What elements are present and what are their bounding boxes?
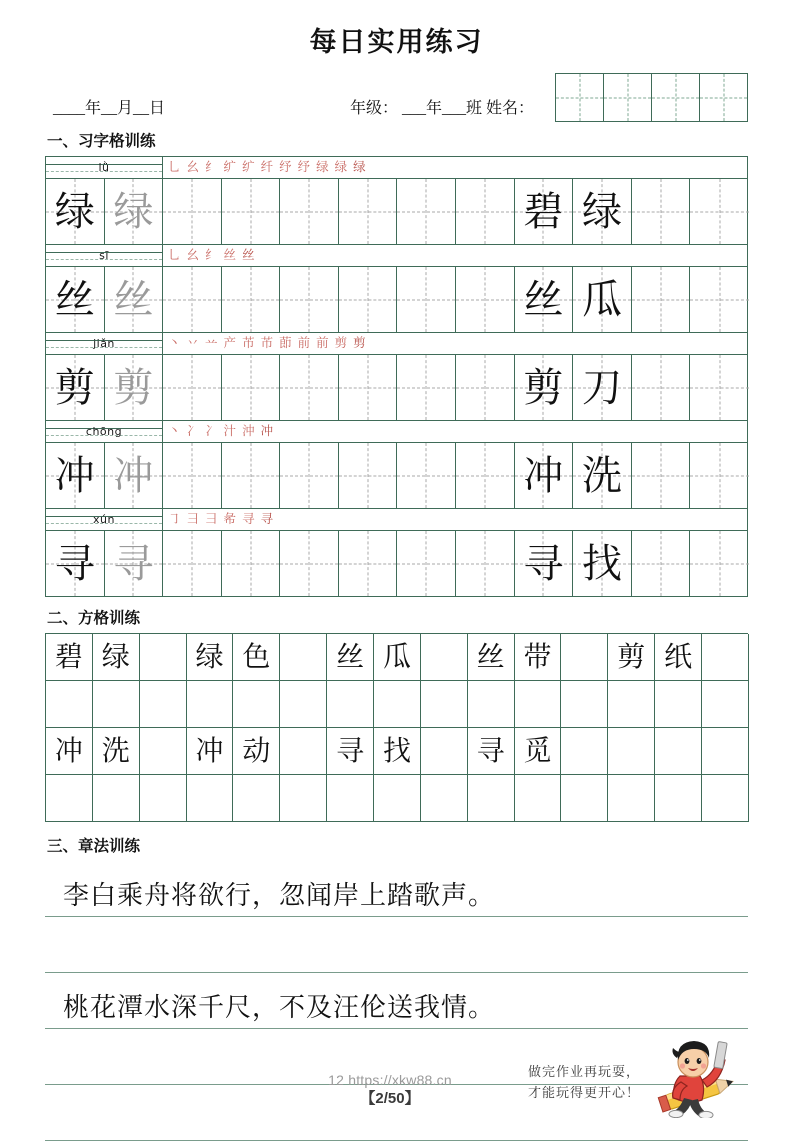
tianzige-cell[interactable] (163, 355, 222, 420)
tianzige-cell[interactable] (632, 267, 691, 332)
pinyin-box (46, 421, 163, 442)
tianzige-cell[interactable] (573, 179, 632, 244)
tianzige-cell[interactable] (632, 179, 691, 244)
fangge-cell[interactable] (515, 681, 562, 728)
fangge-cell[interactable] (515, 728, 562, 775)
fangge-cell[interactable] (233, 634, 280, 681)
tianzige-cell[interactable] (280, 267, 339, 332)
tianzige-cell[interactable] (690, 179, 749, 244)
stroke-order-glyph: 寻 (242, 511, 255, 527)
tianzige-strip (46, 245, 747, 267)
pinyin-text: chōng (85, 425, 123, 438)
tianzige-cell[interactable] (46, 179, 105, 244)
fangge-cell[interactable] (468, 681, 515, 728)
model-character: 瓜 (581, 276, 622, 323)
fangge-character: 带 (523, 640, 552, 673)
fangge-character: 纸 (664, 640, 693, 673)
stroke-order-glyph: 绿 (316, 159, 329, 175)
ghost-character: 丝 (113, 276, 154, 323)
fangge-cell[interactable] (280, 634, 327, 681)
tianzige-cell[interactable] (46, 355, 105, 420)
fangge-cell[interactable] (702, 728, 749, 775)
fangge-cell[interactable] (93, 728, 140, 775)
tianzige-cell[interactable] (690, 355, 749, 420)
tianzige-cell[interactable] (397, 355, 456, 420)
fangge-cell[interactable] (327, 728, 374, 775)
model-character: 绿 (54, 188, 95, 235)
pinyin-box (46, 245, 163, 266)
stroke-order-glyph: 彐 (205, 511, 218, 527)
pinyin-box (46, 157, 163, 178)
name-grid-cell[interactable] (556, 74, 604, 121)
pinyin-box (46, 333, 163, 354)
pinyin-text: sī (99, 249, 109, 262)
section-3-index: 三、 (47, 837, 79, 855)
fangge-cell[interactable] (46, 775, 93, 822)
fangge-character: 绿 (195, 640, 224, 673)
zhangfa-text: 桃花潭水深千尺，不及汪伦送我情。 (63, 993, 496, 1024)
tianzige-cell[interactable] (280, 531, 339, 596)
tianzige-cell[interactable] (163, 443, 222, 508)
fangge-cell[interactable] (374, 634, 421, 681)
stroke-order-glyph: 䒑 (205, 335, 218, 351)
tianzige-cell[interactable] (339, 179, 398, 244)
name-grid[interactable] (555, 73, 748, 122)
stroke-order-glyph: 前 (297, 335, 311, 351)
tianzige-cell[interactable] (456, 355, 515, 420)
model-character: 冲 (54, 452, 95, 499)
tianzige-table (45, 156, 748, 597)
fangge-cell[interactable] (327, 634, 374, 681)
fangge-cell[interactable] (515, 775, 562, 822)
ghost-character: 冲 (113, 452, 154, 499)
section-heading-2 (47, 606, 748, 628)
tianzige-row (46, 531, 747, 597)
fangge-cell[interactable] (140, 728, 187, 775)
page-title: 每日实用练习 (309, 27, 484, 58)
stroke-order-glyph: ㇆ (168, 511, 181, 527)
fangge-cell[interactable] (421, 634, 468, 681)
fangge-cell[interactable] (608, 728, 655, 775)
fangge-cell[interactable] (655, 775, 702, 822)
slogan-line-1: 做完作业再玩耍， (528, 1065, 641, 1080)
tianzige-cell[interactable] (397, 179, 456, 244)
stroke-order-glyph: 乚 (168, 247, 181, 263)
stroke-order-glyph: 芇 (260, 335, 274, 351)
model-character: 丝 (523, 276, 564, 323)
tianzige-cell[interactable] (573, 355, 632, 420)
fangge-cell[interactable] (93, 634, 140, 681)
stroke-order-glyph: 芇 (242, 335, 255, 351)
fangge-cell[interactable] (421, 728, 468, 775)
stroke-order-glyph: 纩 (242, 159, 255, 175)
tianzige-cell[interactable] (46, 267, 105, 332)
tianzige-row (46, 355, 747, 421)
tianzige-cell[interactable] (573, 531, 632, 596)
fangge-cell[interactable] (655, 728, 702, 775)
model-character: 寻 (523, 540, 564, 587)
pinyin-text: lǜ (98, 161, 110, 174)
fangge-row (46, 775, 748, 822)
fangge-character: 寻 (476, 734, 505, 767)
stroke-order-glyph: 冫 (186, 423, 200, 439)
tianzige-strip (46, 509, 747, 531)
model-character: 刀 (581, 364, 622, 411)
model-character: 找 (581, 540, 622, 587)
fangge-character: 冲 (54, 734, 83, 767)
stroke-order-glyph: 丝 (223, 247, 237, 263)
stroke-order-box (163, 421, 747, 442)
tianzige-cell[interactable] (222, 179, 281, 244)
tianzige-cell[interactable] (105, 355, 164, 420)
stroke-order-glyph: 幺 (186, 159, 200, 175)
tianzige-cell[interactable] (105, 267, 164, 332)
ghost-character: 寻 (113, 540, 154, 587)
tianzige-cell[interactable] (690, 531, 749, 596)
tianzige-row (46, 179, 747, 245)
fangge-cell[interactable] (187, 728, 234, 775)
fangge-cell[interactable] (93, 775, 140, 822)
stroke-order-box (163, 157, 747, 178)
section-heading-3 (47, 834, 748, 856)
tianzige-cell[interactable] (456, 443, 515, 508)
fangge-character: 绿 (101, 640, 130, 673)
zhangfa-text (45, 968, 63, 972)
fangge-cell[interactable] (421, 775, 468, 822)
fangge-cell[interactable] (702, 681, 749, 728)
tianzige-cell[interactable] (46, 531, 105, 596)
fangge-cell[interactable] (515, 634, 562, 681)
tianzige-cell[interactable] (163, 531, 222, 596)
fangge-cell[interactable] (187, 681, 234, 728)
header-meta-row (45, 73, 748, 125)
stroke-order-glyph: 纟 (205, 159, 218, 175)
model-character: 剪 (54, 364, 95, 411)
fangge-cell[interactable] (374, 681, 421, 728)
tianzige-cell[interactable] (222, 531, 281, 596)
stroke-order-glyph: 剪 (353, 335, 366, 351)
name-grid-cell[interactable] (652, 74, 700, 121)
tianzige-cell[interactable] (280, 355, 339, 420)
tianzige-cell[interactable] (632, 355, 691, 420)
fangge-cell[interactable] (46, 634, 93, 681)
fangge-character: 丝 (336, 640, 365, 673)
stroke-order-glyph: 寻 (260, 511, 274, 527)
stroke-order-glyph: 产 (223, 335, 237, 351)
model-character: 洗 (581, 452, 622, 499)
fangge-cell[interactable] (374, 728, 421, 775)
stroke-order-glyph: 丶 (168, 423, 181, 439)
tianzige-cell[interactable] (397, 443, 456, 508)
fangge-cell[interactable] (233, 775, 280, 822)
fangge-row (46, 728, 748, 775)
fangge-cell[interactable] (468, 728, 515, 775)
tianzige-cell[interactable] (573, 267, 632, 332)
tianzige-cell[interactable] (632, 443, 691, 508)
tianzige-row (46, 267, 747, 333)
stroke-order-glyph: 剪 (334, 335, 348, 351)
fangge-cell[interactable] (93, 681, 140, 728)
fangge-cell[interactable] (140, 775, 187, 822)
stroke-order-glyph: 纟 (205, 247, 218, 263)
tianzige-cell[interactable] (339, 267, 398, 332)
model-character: 冲 (523, 452, 564, 499)
fangge-cell[interactable] (280, 775, 327, 822)
tianzige-strip (46, 421, 747, 443)
fangge-cell[interactable] (655, 634, 702, 681)
stroke-order-box (163, 245, 747, 266)
tianzige-strip (46, 157, 747, 179)
tianzige-cell[interactable] (632, 531, 691, 596)
fangge-cell[interactable] (421, 681, 468, 728)
fangge-character: 剪 (617, 640, 646, 673)
tianzige-cell[interactable] (46, 443, 105, 508)
tianzige-cell[interactable] (456, 179, 515, 244)
tianzige-cell[interactable] (163, 267, 222, 332)
date-field[interactable]: ____年__月__日 (53, 100, 166, 117)
stroke-order-glyph: 幺 (186, 247, 200, 263)
tianzige-cell[interactable] (339, 355, 398, 420)
model-character: 丝 (54, 276, 95, 323)
pinyin-box (46, 509, 163, 530)
fangge-table (45, 633, 748, 822)
tianzige-cell[interactable] (515, 355, 574, 420)
fangge-cell[interactable] (140, 681, 187, 728)
tianzige-cell[interactable] (105, 443, 164, 508)
tianzige-cell[interactable] (222, 355, 281, 420)
tianzige-cell[interactable] (515, 443, 574, 508)
pinyin-text: xún (93, 513, 115, 526)
stroke-order-glyph: 丝 (242, 247, 255, 263)
tianzige-cell[interactable] (280, 443, 339, 508)
fangge-character: 动 (242, 734, 271, 767)
model-character: 寻 (54, 540, 95, 587)
fangge-cell[interactable] (140, 634, 187, 681)
fangge-cell[interactable] (327, 775, 374, 822)
tianzige-cell[interactable] (456, 531, 515, 596)
section-heading-1 (47, 129, 748, 151)
watermark-url: 12 https://xkw88.cn (328, 1072, 452, 1088)
grade-class-name-field[interactable]: 年级： ___年___班 姓名： (350, 100, 535, 117)
fangge-cell[interactable] (655, 681, 702, 728)
tianzige-cell[interactable] (573, 443, 632, 508)
fangge-cell[interactable] (233, 681, 280, 728)
name-grid-cell[interactable] (604, 74, 652, 121)
tianzige-cell[interactable] (397, 267, 456, 332)
name-grid-cell[interactable] (700, 74, 747, 121)
tianzige-cell[interactable] (515, 531, 574, 596)
stroke-order-glyph: 前 (316, 335, 329, 351)
stroke-order-glyph: 纩 (223, 159, 237, 175)
fangge-cell[interactable] (561, 634, 608, 681)
tianzige-cell[interactable] (163, 179, 222, 244)
page-number: 【2/50】 (360, 1090, 420, 1107)
section-1-label: 习字格训练 (78, 132, 156, 150)
fangge-character: 找 (382, 734, 411, 767)
tianzige-cell[interactable] (456, 267, 515, 332)
fangge-cell[interactable] (46, 728, 93, 775)
model-character: 绿 (581, 188, 622, 235)
fangge-cell[interactable] (468, 775, 515, 822)
tianzige-cell[interactable] (222, 267, 281, 332)
tianzige-row (46, 443, 747, 509)
zhangfa-text: 李白乘舟将欲行，忽闻岸上踏歌声。 (63, 881, 496, 912)
fangge-character: 觅 (523, 734, 552, 767)
zhangfa-text (45, 1136, 63, 1140)
fangge-cell[interactable] (327, 681, 374, 728)
fangge-cell[interactable] (233, 728, 280, 775)
tianzige-cell[interactable] (397, 531, 456, 596)
stroke-order-glyph: 绿 (353, 159, 366, 175)
tianzige-cell[interactable] (280, 179, 339, 244)
tianzige-cell[interactable] (105, 179, 164, 244)
tianzige-cell[interactable] (222, 443, 281, 508)
stroke-order-glyph: 莭 (279, 335, 292, 351)
stroke-order-glyph: 纾 (279, 159, 292, 175)
stroke-order-glyph: 纤 (260, 159, 274, 175)
section-1-index: 一、 (47, 132, 79, 150)
stroke-order-box (163, 333, 747, 354)
fangge-character: 洗 (101, 734, 130, 767)
pinyin-text: jiǎn (93, 337, 115, 350)
fangge-character: 碧 (54, 640, 83, 673)
fangge-cell[interactable] (608, 775, 655, 822)
section-2-index: 二、 (47, 609, 79, 627)
fangge-cell[interactable] (46, 681, 93, 728)
fangge-cell[interactable] (187, 775, 234, 822)
fangge-cell[interactable] (702, 634, 749, 681)
stroke-order-glyph: 绿 (334, 159, 348, 175)
tianzige-cell[interactable] (105, 531, 164, 596)
mascot-illustration-icon (650, 1036, 740, 1118)
page-footer (0, 1014, 793, 1122)
stroke-order-glyph: 丶 (168, 335, 181, 351)
stroke-order-glyph: 汁 (223, 423, 237, 439)
tianzige-cell[interactable] (515, 267, 574, 332)
fangge-row (46, 681, 748, 728)
stroke-order-glyph: 丷 (186, 335, 200, 351)
tianzige-strip (46, 333, 747, 355)
ghost-character: 剪 (113, 364, 154, 411)
fangge-row (46, 634, 748, 681)
stroke-order-glyph: 㣇 (223, 511, 237, 527)
stroke-order-glyph: 彐 (186, 511, 200, 527)
ghost-character: 绿 (113, 188, 154, 235)
fangge-cell[interactable] (374, 775, 421, 822)
stroke-order-box (163, 509, 747, 530)
fangge-cell[interactable] (187, 634, 234, 681)
fangge-cell[interactable] (702, 775, 749, 822)
stroke-order-glyph: 乚 (168, 159, 181, 175)
tianzige-cell[interactable] (339, 443, 398, 508)
section-2-label: 方格训练 (78, 609, 141, 627)
slogan (528, 1062, 640, 1105)
stroke-order-glyph: 沖 (242, 423, 255, 439)
fangge-character: 瓜 (382, 640, 411, 673)
stroke-order-glyph: 纾 (297, 159, 311, 175)
zhangfa-blank-line[interactable] (45, 917, 748, 973)
stroke-order-glyph: 冫 (205, 423, 218, 439)
tianzige-cell[interactable] (339, 531, 398, 596)
fangge-character: 冲 (195, 734, 224, 767)
section-3-label: 章法训练 (78, 837, 141, 855)
fangge-character: 寻 (336, 734, 365, 767)
tianzige-cell[interactable] (690, 443, 749, 508)
stroke-order-glyph: 冲 (260, 423, 274, 439)
fangge-cell[interactable] (608, 634, 655, 681)
fangge-cell[interactable] (561, 681, 608, 728)
zhangfa-line[interactable] (45, 861, 748, 917)
fangge-cell[interactable] (280, 728, 327, 775)
fangge-cell[interactable] (608, 681, 655, 728)
slogan-line-2: 才能玩得更开心！ (528, 1086, 641, 1102)
model-character: 碧 (523, 188, 564, 235)
fangge-cell[interactable] (468, 634, 515, 681)
tianzige-cell[interactable] (690, 267, 749, 332)
fangge-character: 丝 (476, 640, 505, 673)
fangge-cell[interactable] (561, 728, 608, 775)
fangge-cell[interactable] (561, 775, 608, 822)
fangge-cell[interactable] (280, 681, 327, 728)
tianzige-cell[interactable] (515, 179, 574, 244)
fangge-character: 色 (242, 640, 271, 673)
watermark (305, 1072, 475, 1108)
model-character: 剪 (523, 364, 564, 411)
